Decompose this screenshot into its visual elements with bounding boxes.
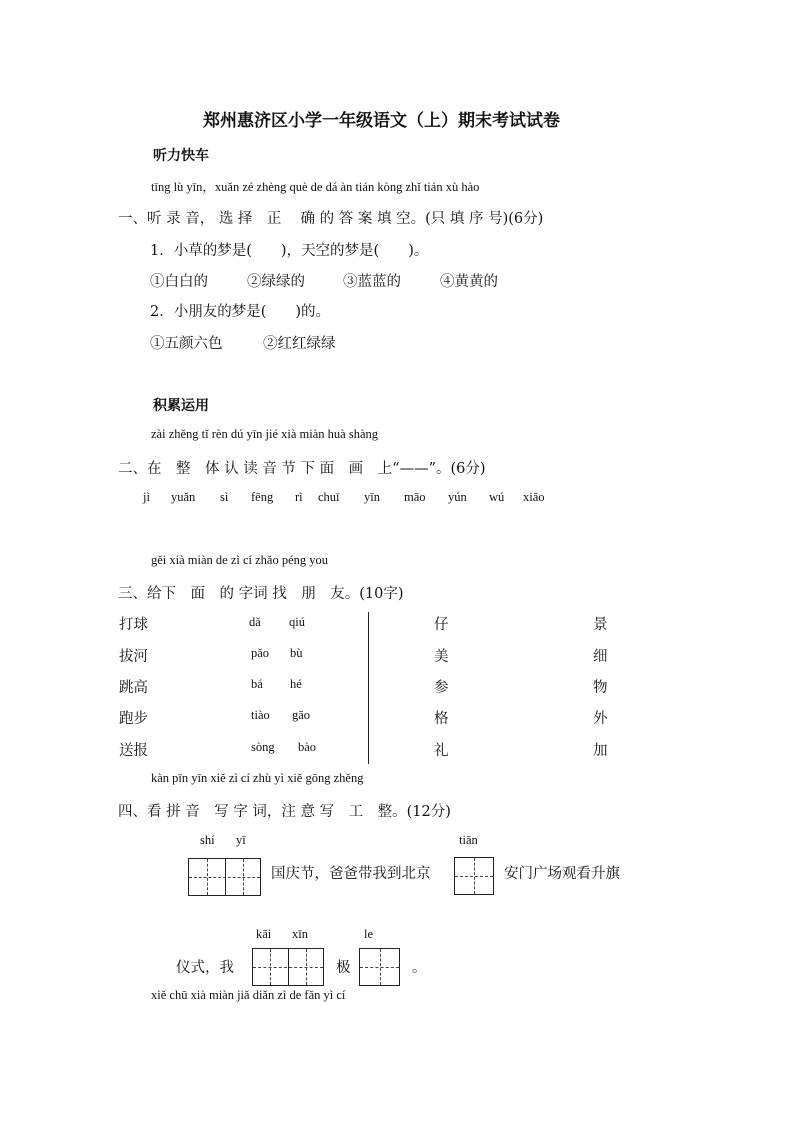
syllable: chuī bbox=[318, 490, 340, 504]
pinyin-line-1: tīng lù yīn，xuǎn zé zhèng què de dá àn tián kòng zhǐ tián xù hào bbox=[151, 180, 480, 194]
pinyin-hint: kāi bbox=[256, 927, 272, 941]
option-1-3: ③蓝蓝的 bbox=[343, 274, 401, 290]
question-3: 三、给下 面 的 字词 找 朋 友。(10字) bbox=[118, 586, 404, 602]
left-pinyin: bá bbox=[251, 677, 263, 691]
right-char-right: 细 bbox=[593, 649, 608, 665]
writing-grid-2[interactable] bbox=[252, 948, 324, 986]
right-char-left: 礼 bbox=[434, 743, 449, 759]
pinyin-hint: tiān bbox=[459, 833, 478, 847]
left-pinyin: tiào bbox=[251, 708, 270, 722]
sentence-part: 极 bbox=[336, 960, 351, 976]
question-1: 一、听 录 音， 选 择 正 确 的 答 案 填 空。(只 填 序 号)(6分) bbox=[118, 211, 544, 227]
column-divider bbox=[368, 612, 369, 764]
option-1-2: ②绿绿的 bbox=[247, 274, 305, 290]
section-heading-accumulation: 积累运用 bbox=[153, 398, 209, 414]
pinyin-line-2: zài zhěng tǐ rèn dú yīn jié xià miàn huà shàng bbox=[151, 427, 379, 441]
right-char-right: 物 bbox=[593, 680, 608, 696]
syllable: jì bbox=[143, 490, 150, 504]
left-word: 跳高 bbox=[119, 680, 148, 696]
right-char-right: 景 bbox=[593, 617, 608, 633]
pinyin-line-3: gěi xià miàn de zì cí zhǎo péng you bbox=[151, 553, 329, 567]
left-pinyin: bào bbox=[298, 740, 317, 754]
right-char-left: 仔 bbox=[434, 617, 449, 633]
left-word: 跑步 bbox=[119, 711, 148, 727]
syllable: wú bbox=[489, 490, 505, 504]
left-word: 打球 bbox=[119, 617, 148, 633]
section-heading-listening: 听力快车 bbox=[153, 148, 209, 164]
question-2: 二、在 整 体 认 读 音 节 下 面 画 上“——”。(6分) bbox=[118, 461, 486, 477]
question-4: 四、看 拼 音 写 字 词，注 意 写 工 整。(12分) bbox=[118, 804, 451, 820]
left-pinyin: pǎo bbox=[251, 646, 270, 660]
option-1-1: ①白白的 bbox=[150, 274, 208, 290]
page-title: 郑州惠济区小学一年级语文（上）期末考试试卷 bbox=[203, 111, 560, 131]
writing-grid-1[interactable] bbox=[454, 857, 494, 895]
syllable: māo bbox=[404, 490, 426, 504]
sentence-part: 仪式，我 bbox=[176, 960, 234, 976]
writing-grid-2[interactable] bbox=[188, 858, 261, 896]
left-pinyin: dǎ bbox=[249, 615, 261, 629]
option-2-2: ②红红绿绿 bbox=[263, 336, 336, 352]
right-char-right: 加 bbox=[593, 743, 608, 759]
syllable: rì bbox=[295, 490, 303, 504]
syllable: sì bbox=[220, 490, 229, 504]
pinyin-line-4: kàn pīn yīn xiě zì cí zhù yì xiě gōng zhěng bbox=[151, 771, 364, 785]
writing-grid-1[interactable] bbox=[359, 948, 400, 986]
option-1-4: ④黄黄的 bbox=[440, 274, 498, 290]
left-pinyin: qiú bbox=[289, 615, 305, 629]
left-word: 送报 bbox=[119, 743, 148, 759]
right-char-left: 美 bbox=[434, 649, 449, 665]
left-pinyin: hé bbox=[290, 677, 302, 691]
sentence-part: 安门广场观看升旗 bbox=[504, 866, 620, 882]
left-pinyin: gāo bbox=[292, 708, 311, 722]
syllable: yuǎn bbox=[171, 490, 196, 504]
syllable: xiǎo bbox=[523, 490, 545, 504]
pinyin-line-5: xiě chū xià miàn jiǎ diǎn zì de fǎn yì cí bbox=[151, 988, 346, 1002]
question-1-item-1: 1．小草的梦是( )，天空的梦是( )。 bbox=[150, 243, 429, 259]
sentence-part: 国庆节，爸爸带我到北京 bbox=[271, 866, 431, 882]
option-2-1: ①五颜六色 bbox=[150, 336, 223, 352]
right-char-left: 格 bbox=[434, 711, 449, 727]
right-char-left: 参 bbox=[434, 680, 449, 696]
pinyin-hint: yī bbox=[236, 833, 246, 847]
left-word: 拔河 bbox=[119, 649, 148, 665]
pinyin-hint: le bbox=[364, 927, 374, 941]
syllable: yún bbox=[448, 490, 467, 504]
syllable: fēng bbox=[251, 490, 274, 504]
right-char-right: 外 bbox=[593, 711, 608, 727]
syllable: yīn bbox=[364, 490, 380, 504]
pinyin-hint: xīn bbox=[292, 927, 308, 941]
sentence-part: 。 bbox=[412, 960, 427, 976]
question-1-item-2: 2．小朋友的梦是( )的。 bbox=[150, 304, 331, 320]
pinyin-hint: shí bbox=[200, 833, 215, 847]
left-pinyin: bù bbox=[290, 646, 303, 660]
left-pinyin: sòng bbox=[251, 740, 275, 754]
